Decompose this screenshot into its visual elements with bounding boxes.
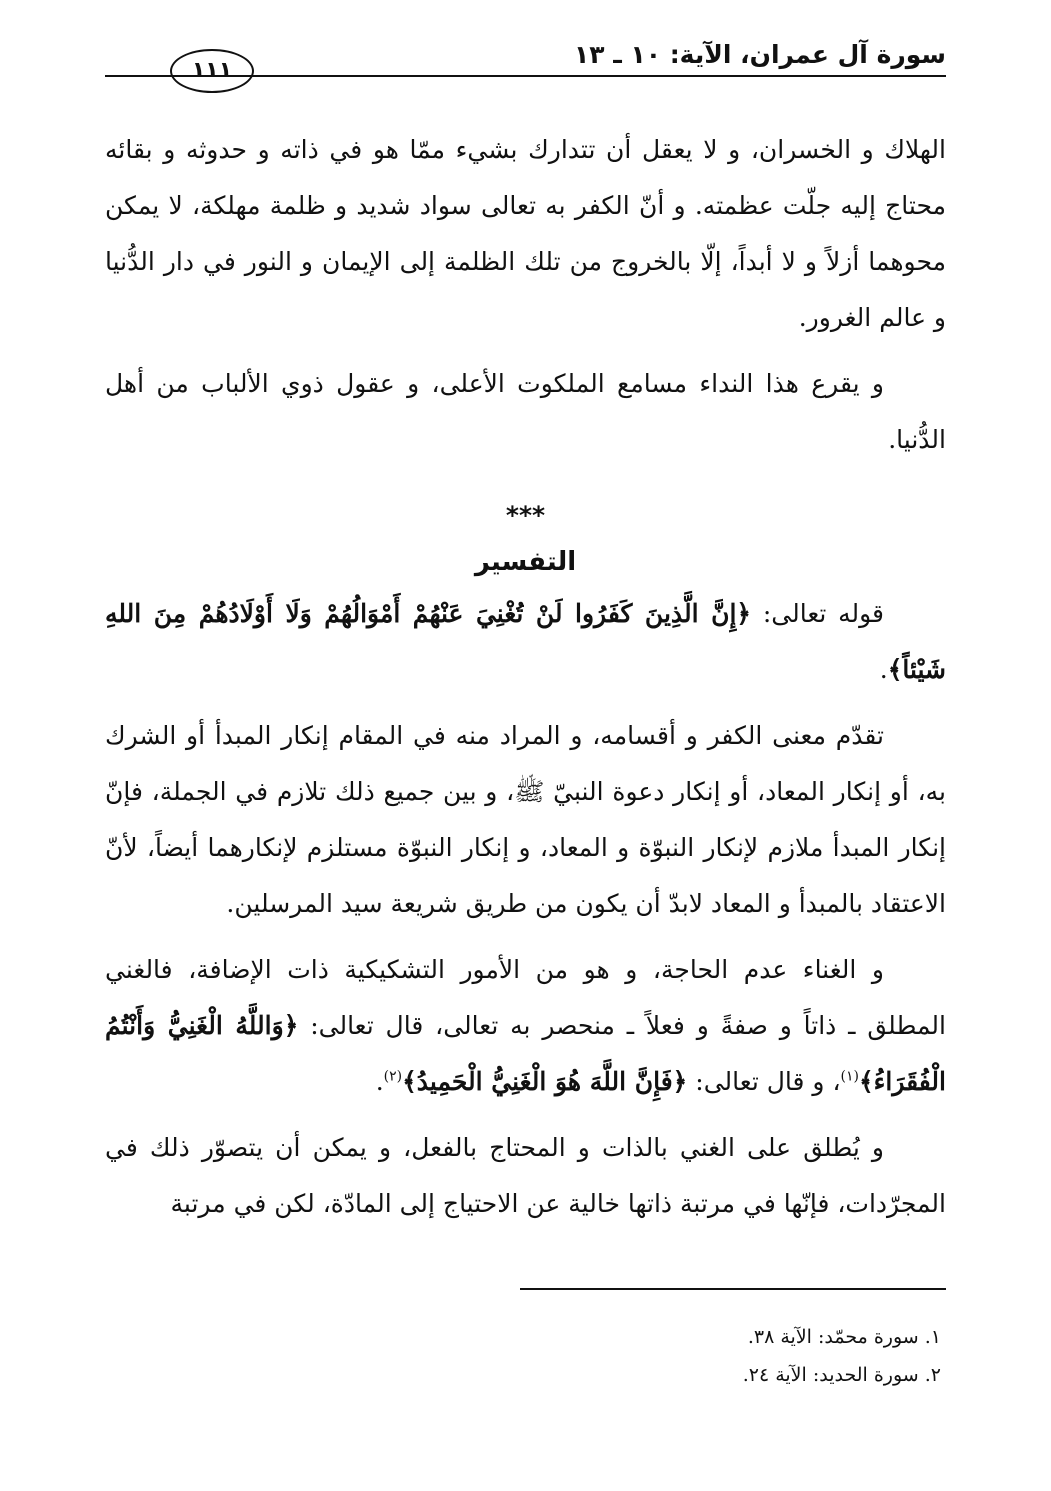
footnote-1: ١. سورة محمّد: الآية ٣٨. <box>747 1326 941 1348</box>
verse-intro: قوله تعالى: <box>751 599 884 628</box>
page-number: ١١١ <box>170 49 254 93</box>
text-segment: و الغناء عدم الحاجة، و هو من الأمور التشكيكية ذات الإضافة، فالغني المطلق ـ ذاتاً و صفةً و فعلاً ـ منحصر به تعالى، قال تعالى: <box>105 955 946 1040</box>
paragraph-1: الهلاك و الخسران، و لا يعقل أن تتدارك بشيء ممّا هو في ذاته و حدوثه و بقائه محتاج إليه جلّت عظمته. و أنّ الكفر به تعالى سواد شديد و ظلمة مهلكة، لا يمكن محوهما أزلاً و لا أبداً، إلّا بالخروج من تلك الظلمة إلى الإيمان و النور في دار الدُّنيا و عالم الغرور. <box>105 135 946 332</box>
running-head: سورة آل عمران، الآية: ١٠ ـ ١٣ <box>573 40 946 69</box>
paragraph-6: و يُطلق على الغني بالذات و المحتاج بالفعل، و يمكن أن يتصوّر ذلك في المجرّدات، فإنّها في مرتبة ذاتها خالية عن الاحتياج إلى المادّة، لكن في مرتبة <box>105 1133 946 1218</box>
header-divider <box>105 75 946 77</box>
footnote-ref-1: (١) <box>840 1068 859 1085</box>
text-segment: ، و قال تعالى: <box>687 1067 841 1096</box>
paragraph-4: تقدّم معنى الكفر و أقسامه، و المراد منه في المقام إنكار المبدأ أو الشرك به، أو إنكار المعاد، أو إنكار دعوة النبيّ ﷺ، و بين جميع ذلك تلازم في الجملة، فإنّ إنكار المبدأ ملازم لإنكار النبوّة و المعاد، و إنكار النبوّة مستلزم لإنكارهما أيضاً، لأنّ الاعتقاد بالمبدأ و المعاد لابدّ أن يكون من طريق شريعة سيد المرسلين. <box>105 721 946 918</box>
quran-verse: ﴿إِنَّ الَّذِينَ كَفَرُوا لَنْ تُغْنِيَ عَنْهُمْ أَمْوَالُهُمْ وَلَا أَوْلَادُهُمْ مِنَ اللهِ شَيْئاً﴾ <box>105 599 946 684</box>
footnote-2: ٢. سورة الحديد: الآية ٢٤. <box>742 1364 941 1386</box>
paragraph-2: و يقرع هذا النداء مسامع الملكوت الأعلى، و عقول ذوي الألباب من أهل الدُّنيا. <box>105 369 946 454</box>
punctuation: . <box>879 655 888 684</box>
footnotes <box>743 1318 941 1394</box>
main-text <box>105 122 946 1232</box>
section-heading: التفسير <box>474 547 577 577</box>
quran-verse: ﴿وَاللَّهُ الْغَنِيُّ وَأَنْتُمُ الْفُقَرَاءُ﴾ <box>105 1011 946 1096</box>
footnote-ref-2: (٢) <box>383 1068 403 1085</box>
section-separator: *** <box>505 501 546 530</box>
quran-verse: ﴿فَإِنَّ اللَّهَ هُوَ الْغَنِيُّ الْحَمِيدُ﴾ <box>402 1067 688 1096</box>
footnote-divider <box>520 1288 946 1290</box>
paragraph-3 <box>105 586 946 698</box>
punctuation: . <box>375 1067 384 1096</box>
paragraph-5 <box>105 942 946 1110</box>
